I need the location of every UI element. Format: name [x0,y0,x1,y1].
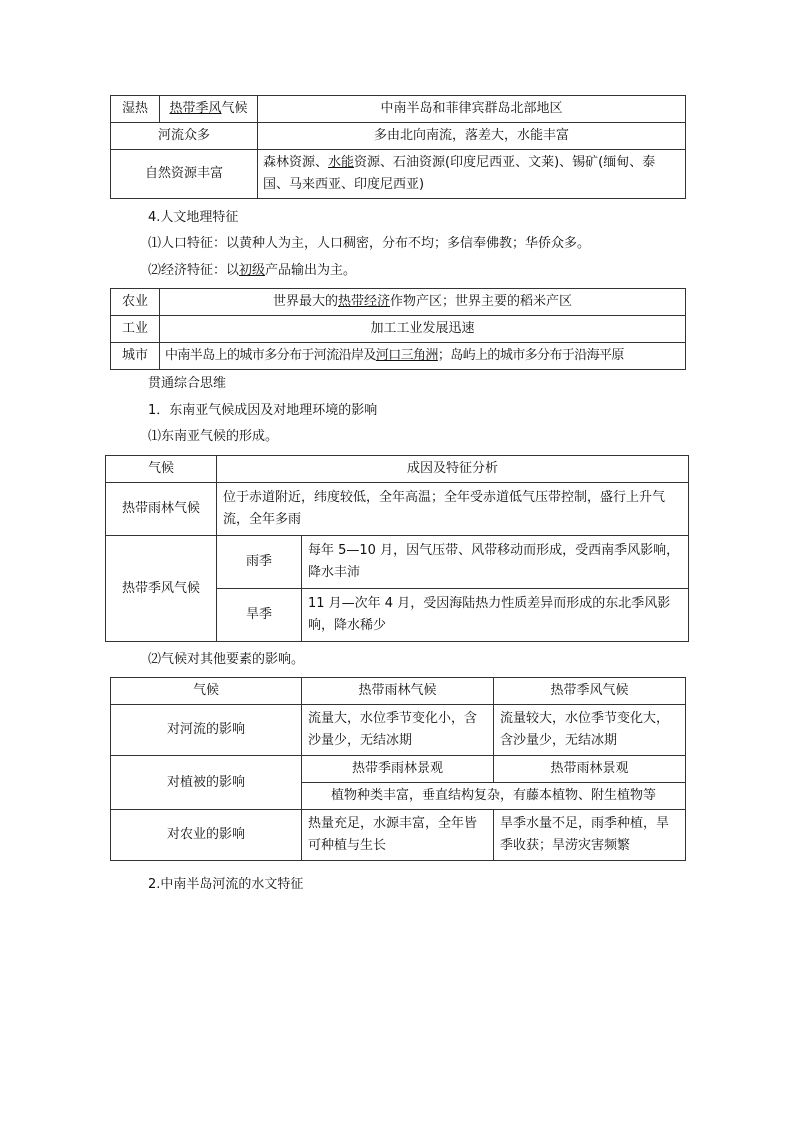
cell-city-label: 城市 [111,343,160,370]
header-climate: 气候 [111,678,302,705]
table-climate-formation [105,455,689,642]
section4-heading: 4.人文地理特征 [148,210,239,225]
text: ；岛屿上的城市多分布于沿海平原 [437,348,624,363]
thinking-heading: 贯通综合思维 [148,376,227,391]
header-monsoon-climate: 热带季风气候 [494,678,686,705]
table-human-features [110,288,686,370]
cell-wet-season: 雨季 [217,536,302,589]
text: 资源、石油资源(印度尼西亚、文莱)、锡矿(缅甸、泰国、马来西亚、印度尼西亚) [263,155,656,192]
cell-monsoon-climate: 热带季风气候 [106,536,217,642]
climate-influence-heading: ⑵气候对其他要素的影响。 [148,652,305,667]
underlined-text: 初级 [239,263,266,278]
text: ⑵经济特征：以 [148,263,240,278]
text: 中南半岛上的城市多分布于河流沿岸及 [165,348,376,363]
underlined-text: 水能 [328,155,355,170]
table-natural-features [110,95,686,199]
cell-river-rainforest: 流量大，水位季节变化小，含沙量少，无结冰期 [302,705,494,756]
cell-rivers-desc: 多由北向南流，落差大，水能丰富 [258,123,686,150]
text: 森林资源、 [263,155,329,170]
table-row [106,483,689,536]
cell-wet-season-desc: 每年 5—10 月，因气压带、风带移动而形成，受西南季风影响，降水丰沛 [302,536,689,589]
table-row [111,756,686,783]
economy-feature [148,261,356,281]
cell-agriculture-desc [160,289,686,316]
cell-agriculture-monsoon: 旱季水量不足，雨季种植，旱季收获；旱涝灾害频繁 [494,810,686,861]
cell-industry-desc: 加工工业发展迅速 [160,316,686,343]
table-row [111,123,686,150]
table-climate-influence [110,677,686,861]
cell-resources-label: 自然资源丰富 [111,150,258,199]
cell-veg-seasonal-rainforest: 热带季雨林景观 [302,756,494,783]
cell-river-influence-label: 对河流的影响 [111,705,302,756]
underlined-text: 热带季风 [169,101,222,116]
population-feature: ⑴人口特征：以黄种人为主，人口稠密，分布不均；多信奉佛教；华侨众多。 [148,236,591,251]
underlined-text: 热带经济 [337,294,390,309]
cell-resources-desc [258,150,686,199]
header-climate: 气候 [106,456,217,483]
table-row [111,810,686,861]
table-row [106,456,689,483]
table-row [111,96,686,123]
cell-rainforest-desc: 位于赤道附近，纬度较低，全年高温；全年受赤道低气压带控制，盛行上升气流，全年多雨 [217,483,689,536]
header-rainforest-climate: 热带雨林气候 [302,678,494,705]
header-cause-analysis: 成因及特征分析 [217,456,689,483]
table-row [111,316,686,343]
cell-rainforest-climate: 热带雨林气候 [106,483,217,536]
cell-vegetation-influence-label: 对植被的影响 [111,756,302,810]
table-row [111,289,686,316]
climate-formation-heading: ⑴东南亚气候的形成。 [148,429,279,444]
cell-agriculture-label: 农业 [111,289,160,316]
cell-agriculture-influence-label: 对农业的影响 [111,810,302,861]
cell-humid-hot: 湿热 [111,96,160,123]
climate-cause-heading: 1．东南亚气候成因及对地理环境的影响 [148,403,378,418]
cell-dry-season-desc: 11 月—次年 4 月，受因海陆热力性质差异而形成的东北季风影响，降水稀少 [302,589,689,642]
cell-vegetation-desc: 植物种类丰富，垂直结构复杂，有藤本植物、附生植物等 [302,783,686,810]
cell-river-monsoon: 流量较大，水位季节变化大，含沙量少，无结冰期 [494,705,686,756]
cell-veg-rainforest: 热带雨林景观 [494,756,686,783]
cell-industry-label: 工业 [111,316,160,343]
text: 气候 [221,101,248,116]
table-row [106,536,689,589]
table-row [111,678,686,705]
cell-agriculture-rainforest: 热量充足，水源丰富，全年皆可种植与生长 [302,810,494,861]
table-row [111,343,686,370]
text: 作物产区；世界主要的稻米产区 [390,294,573,309]
hydrology-heading: 2.中南半岛河流的水文特征 [148,877,304,892]
table-row [111,705,686,756]
underlined-text: 河口三角洲 [375,348,438,363]
cell-monsoon-climate [160,96,258,123]
text: 产品输出为主。 [265,263,357,278]
cell-dry-season: 旱季 [217,589,302,642]
cell-monsoon-region: 中南半岛和菲律宾群岛北部地区 [258,96,686,123]
cell-rivers-label: 河流众多 [111,123,258,150]
table-row [111,150,686,199]
text: 世界最大的 [272,294,338,309]
cell-city-desc [160,343,686,370]
